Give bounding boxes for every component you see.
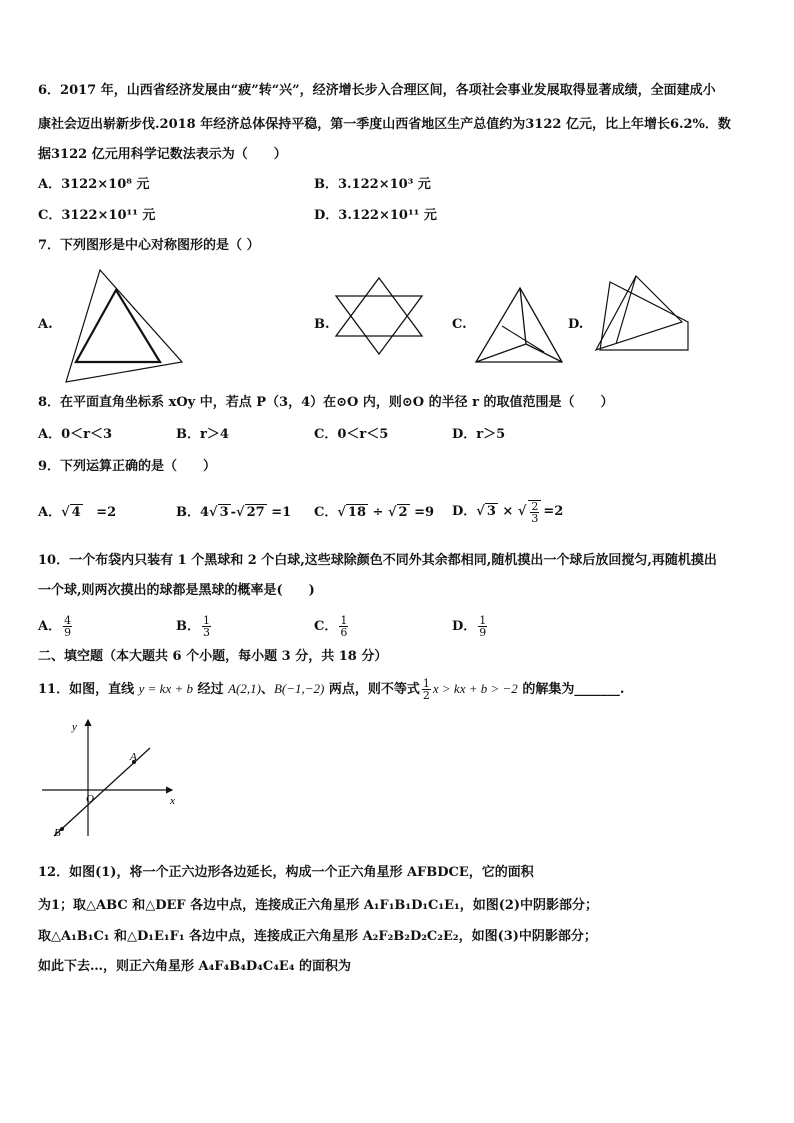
q10-c-fraction [339,615,348,638]
q9-d-operator: × [502,504,514,519]
q10-line2: 一个球,则两次摸出的球都是黑球的概率是( ) [38,583,315,598]
q9-d-radicand: 3 [486,504,496,519]
q10-d-num: 1 [479,614,487,627]
q6-option-c[interactable]: C．3122×10¹¹ 元 [38,208,156,223]
q11-frac-num: 1 [422,677,430,690]
q10-line1: 10．一个布袋内只装有 1 个黑球和 2 个白球,这些球除颜色不同外其余都相同,随机摸出一个球后放回搅匀,再随机摸出 [38,553,717,568]
q12-line4: 如此下去…，则正六角星形 A₄F₄B₄D₄C₄E₄ 的面积为 [38,959,352,974]
q6-option-a[interactable]: A．3122×10⁸ 元 [38,177,150,192]
section-2-heading: 二、填空题（本大题共 6 个小题，每小题 3 分，共 18 分） [38,649,388,664]
q7-label-b[interactable]: B. [314,317,330,332]
q8-option-d[interactable]: D．r＞5 [452,427,506,442]
q11-fig-point-b-label: B [54,827,61,839]
q8-stem: 8．在平面直角坐标系 xOy 中，若点 P（3，4）在⊙O 内，则⊙O 的半径 r 的取值范围是（ ） [38,395,614,410]
q10-c-den: 6 [340,626,348,639]
q9-d-den: 3 [531,511,539,525]
q9-c-label: C． [314,505,338,520]
q11-separator: 、 [260,682,274,697]
q9-a-radicand: 4 [71,505,81,520]
q7-label-d[interactable]: D. [568,317,584,332]
q11-fraction [422,678,431,701]
q9-a-result: =2 [96,505,117,520]
q12-line2: 为1；取△ABC 和△DEF 各边中点，连接成正六角星形 A₁F₁B₁D₁C₁E₁，如图(2)中阴影部分； [38,898,599,913]
q10-option-c[interactable] [314,612,350,642]
q10-c-num: 1 [340,614,348,627]
q11-figure [38,716,188,840]
q10-c-label: C． [314,619,338,634]
q10-option-d[interactable] [452,612,489,642]
q9-c-operator: ÷ [372,505,384,520]
q9-a-label: A． [38,505,62,520]
q12-line3: 取△A₁B₁C₁ 和△D₁E₁F₁ 各边中点，连接成正六角星形 A₂F₂B₂D₂C₂E₂，如图(3)中阴影部分； [38,929,597,944]
q9-b-label: B．4 [176,505,210,520]
q11-fig-origin-label: O [86,793,94,805]
q6-line2: 康社会迈出崭新步伐.2018 年经济总体保持平稳，第一季度山西省地区生产总值约为3122 亿元，比上年增长6.2%．数 [38,117,731,132]
q10-b-num: 1 [203,614,210,627]
q8-option-c[interactable]: C．0＜r＜5 [314,427,389,442]
q10-a-fraction [63,615,72,638]
q10-a-num: 4 [64,614,72,627]
q11-inequality: x > kx + b > −2 [432,681,518,696]
q9-d-fraction [528,500,541,524]
q11-fig-point-a-label: A [130,751,137,763]
q9-c-radicand-1: 18 [347,505,366,520]
q9-b-radicand-1: 3 [219,505,229,520]
q10-option-a[interactable] [38,612,74,642]
q7-stem: 7．下列图形是中心对称图形的是（ ） [38,238,260,253]
q9-d-result: =2 [543,504,564,519]
q11-point-b: B(−1,−2) [273,681,325,696]
q7-label-c[interactable]: C. [452,317,467,332]
q10-d-label: D． [452,619,477,634]
q10-option-b[interactable] [176,612,213,642]
q11-text-1: 11．如图，直线 [38,682,135,697]
q9-stem: 9．下列运算正确的是（ ） [38,459,217,474]
q6-line3: 据3122 亿元用科学记数法表示为（ ） [38,147,287,162]
q8-option-b[interactable]: B．r＞4 [176,427,229,442]
q9-option-d[interactable]: D．√ 3 × √ $\frac{2}{3}$ =2 [452,499,564,525]
q11-frac-den: 2 [422,689,430,702]
q11-point-a: A(2,1) [228,681,261,696]
q8-option-a[interactable]: A．0＜r＜3 [38,427,113,442]
q9-option-b[interactable]: B．4√ 3 -√ 27 =1 [176,505,292,520]
q9-b-result: =1 [271,505,292,520]
q10-d-den: 9 [479,626,487,639]
q9-b-radicand-2: 27 [246,505,265,520]
q11-text-4: 的解集为_______. [522,682,625,697]
q11-fig-x-label: x [170,795,175,807]
q11-equation: y = kx + b [138,681,193,696]
q6-option-d[interactable]: D．3.122×10¹¹ 元 [314,208,437,223]
q7-figure-a [60,268,190,386]
q10-d-fraction [478,615,487,638]
q7-figure-c [474,286,566,366]
q11-stem [38,674,624,705]
q9-d-label: D． [452,504,477,519]
q7-label-a[interactable]: A. [38,317,53,332]
q6-option-b[interactable]: B．3.122×10³ 元 [314,177,431,192]
q9-option-a[interactable]: A．√ 4 =2 [38,505,117,520]
q10-b-den: 3 [203,626,210,639]
q10-a-den: 9 [64,626,72,639]
q10-a-label: A． [38,619,62,634]
q10-b-fraction [202,615,211,638]
q7-figure-b [334,276,426,356]
q9-d-num: 2 [531,499,539,513]
q11-fig-y-label: y [72,721,77,733]
q6-line1: 6．2017 年，山西省经济发展由“疲”转“兴”，经济增长步入合理区间，各项社会事业发展取得显著成绩，全面建成小 [38,83,716,98]
q7-figure-d [592,274,694,356]
q12-line1: 12．如图(1)，将一个正六边形各边延长，构成一个正六角星形 AFBDCE，它的面积 [38,865,534,880]
q10-b-label: B． [176,619,200,634]
q11-text-2: 经过 [197,682,224,697]
q9-option-c[interactable]: C．√ 18 ÷ √ 2 =9 [314,505,435,520]
q11-text-3: 两点，则不等式 [328,682,420,697]
q9-c-radicand-2: 2 [398,505,408,520]
q9-c-result: =9 [414,505,435,520]
q9-b-operator: - [230,505,237,520]
